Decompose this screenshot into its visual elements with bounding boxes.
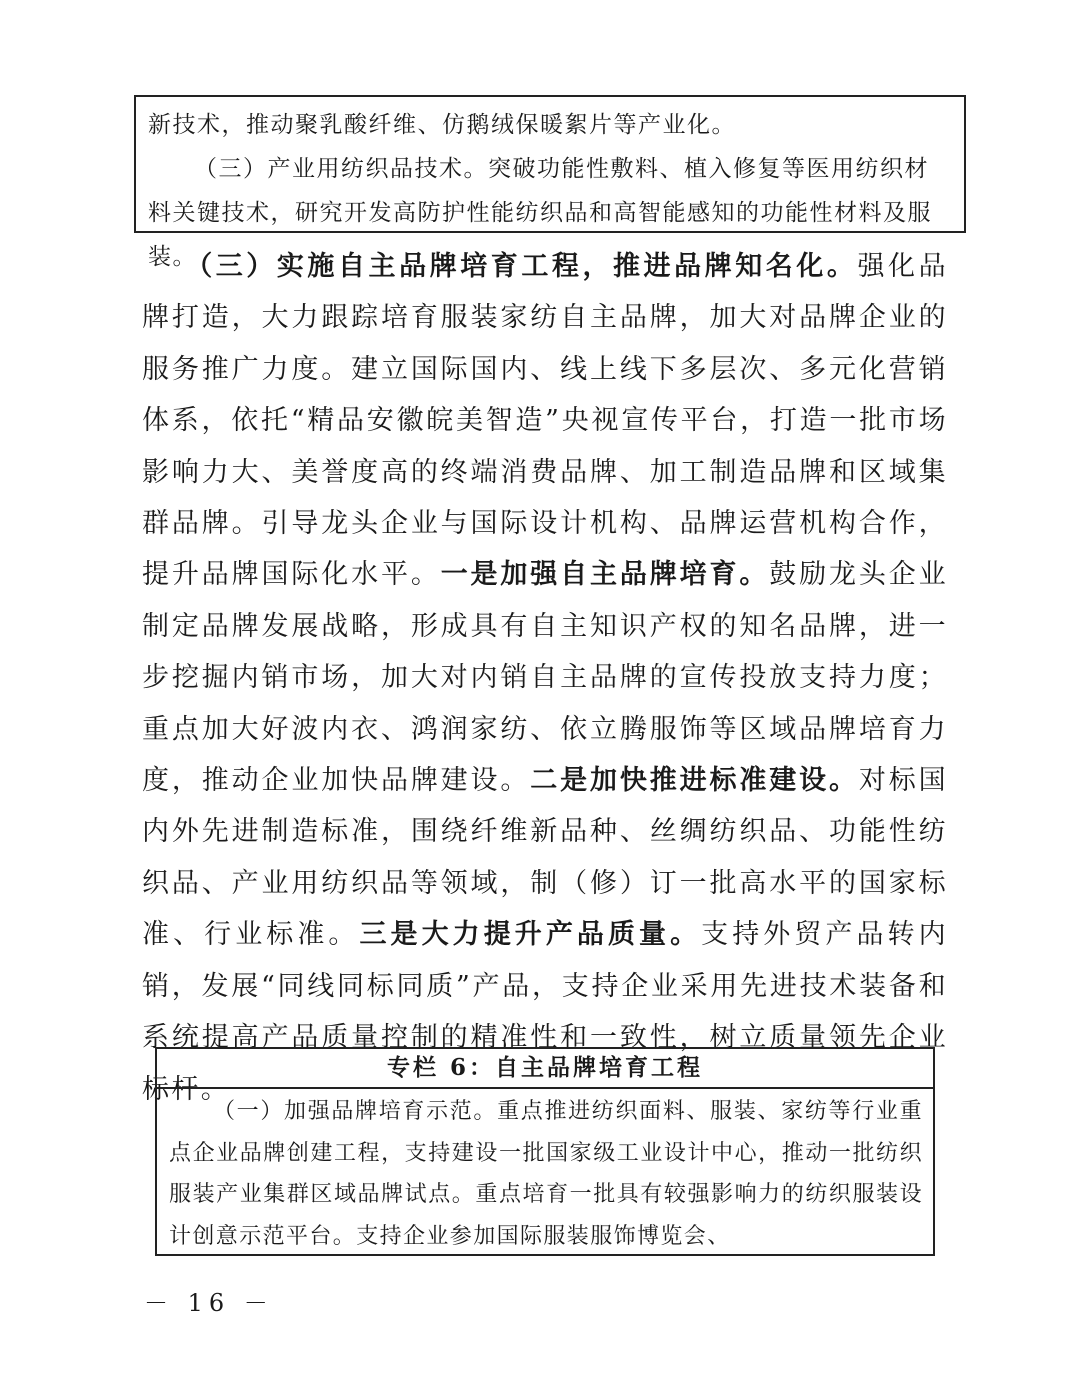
bold-point-3: 三是大力提升产品质量。 — [359, 919, 702, 951]
section-heading: （三）实施自主品牌培育工程，推进品牌知名化。 — [185, 251, 858, 282]
main-paragraph — [142, 241, 948, 1115]
bold-point-1: 一是加强自主品牌培育。 — [440, 559, 770, 591]
main-section — [142, 241, 948, 1115]
column-box — [155, 1047, 935, 1256]
column-box-title: 专栏 6：自主品牌培育工程 — [157, 1049, 933, 1089]
top-box-paragraph: （三）产业用纺织品技术。突破功能性敷料、植入修复等医用纺织材料关键技术，研究开发高防护性能纺织品和高智能感知的功能性材料及服装。 — [148, 156, 932, 270]
paragraph-text: 对标国内外先进制造标准，围绕纤维新品种、丝绸纺织品、功能性纺织品、产业用纺织品等领域，制（修）订一批高水平的国家标准、行业标准。 — [142, 765, 948, 951]
page-number: － 16 － — [144, 1289, 274, 1317]
paragraph-text: 强化品牌打造，大力跟踪培育服装家纺自主品牌，加大对品牌企业的服务推广力度。建立国际国内、线上线下多层次、多元化营销体系，依托“精品安徽皖美智造”央视宣传平台，打造一批市场影响力大、美誉度高的终端消费品牌、加工制造品牌和区域集群品牌。引导龙头企业与国际设计机构、品牌运营机构合作，提升品牌国际化水平。 — [142, 251, 948, 591]
bold-point-2: 二是加快推进标准建设。 — [530, 765, 859, 797]
paragraph-text: 鼓励龙头企业制定品牌发展战略，形成具有自主知识产权的知名品牌，进一步挖掘内销市场，加大对内销自主品牌的宣传投放支持力度；重点加大好波内衣、鸿润家纺、依立腾服饰等区域品牌培育力度，推动企业加快品牌建设。 — [142, 559, 948, 797]
column-box-body: （一）加强品牌培育示范。重点推进纺织面料、服装、家纺等行业重点企业品牌创建工程，支持建设一批国家级工业设计中心，推动一批纺织服装产业集群区域品牌试点。重点培育一批具有较强影响力的纺织服装设计创意示范平台。支持企业参加国际服装服饰博览会、 — [169, 1099, 923, 1249]
paragraph-text: 支持外贸产品转内销，发展“同线同标同质”产品，支持企业采用先进技术装备和系统提高产品质量控制的精准性和一致性，树立质量领先企业标杆。 — [142, 919, 948, 1105]
top-box-line: 新技术，推动聚乳酸纤维、仿鹅绒保暖絮片等产业化。 — [148, 112, 736, 138]
